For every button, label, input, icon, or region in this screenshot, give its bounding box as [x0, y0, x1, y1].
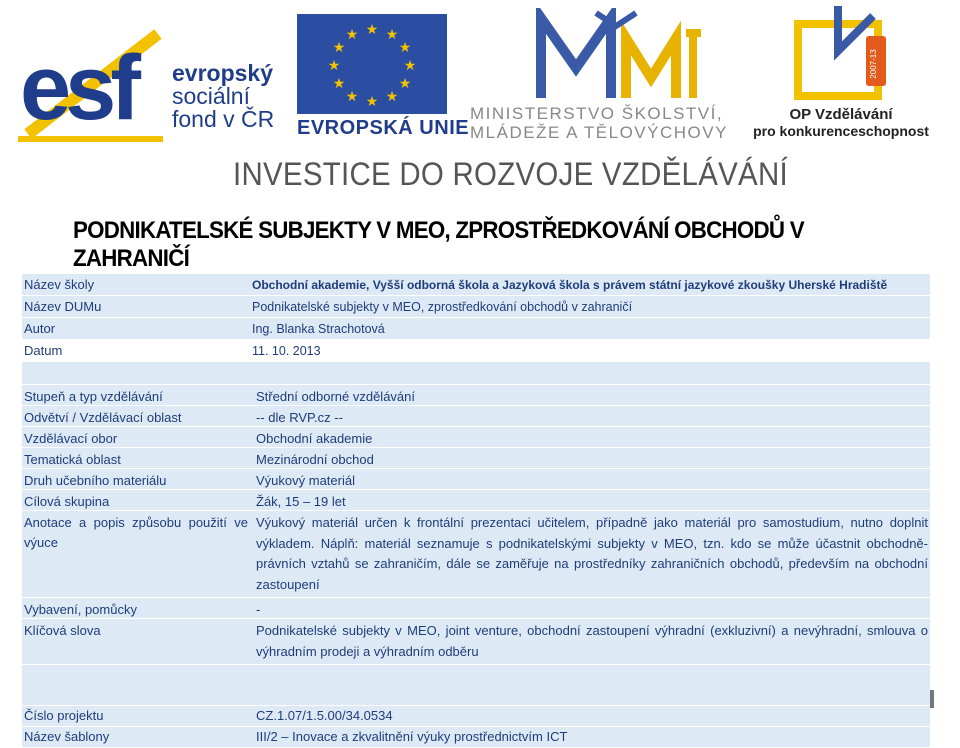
page-title: PODNIKATELSKÉ SUBJEKTY V MEO, ZPROSTŘEDKOVÁNÍ OBCHODŮ V ZAHRANIČÍ [73, 217, 804, 272]
meta-row [22, 448, 930, 468]
svg-text:★: ★ [327, 58, 341, 74]
svg-text:★: ★ [332, 40, 346, 56]
meta-value: Podnikatelské subjekty v MEO, joint venture, obchodní zastoupení výhradní (exkluzivní) a nevýhradní, smlouva o výhradním prodeji a výhradním odběru [256, 623, 928, 659]
info-row-dum [22, 296, 930, 318]
info-value: Ing. Blanka Strachotová [252, 321, 385, 336]
msmt-wordmark: MINISTERSTVO ŠKOLSTVÍ, MLÁDEŽE A TĚLOVÝCHOVY [470, 104, 728, 142]
meta-row [22, 490, 930, 510]
meta-value: -- dle RVP.cz -- [256, 410, 343, 425]
meta-key: Cílová skupina [24, 494, 110, 509]
school-info-table [22, 274, 930, 362]
meta-row [22, 385, 930, 405]
project-value: III/2 – Inovace a zkvalitnění výuky prostřednictvím ICT [256, 729, 568, 744]
svg-text:★: ★ [365, 22, 379, 38]
info-value: 11. 10. 2013 [252, 343, 321, 358]
meta-blank-row [22, 665, 930, 705]
op-wordmark: OP Vzdělávání pro konkurenceschopnost [753, 106, 929, 139]
eu-flag-icon [297, 14, 447, 114]
svg-text:★: ★ [365, 94, 379, 110]
meta-row [22, 598, 930, 618]
project-row [22, 706, 930, 726]
meta-row [22, 427, 930, 447]
svg-text:★: ★ [385, 27, 399, 43]
esf-wordmark: evropský sociální fond v ČR [172, 60, 275, 132]
op-vzdelavani-logo-icon [778, 6, 898, 106]
meta-key: Druh učebního materiálu [24, 473, 167, 488]
metadata-table [22, 385, 930, 748]
meta-value: Střední odborné vzdělávání [256, 389, 415, 404]
info-row-author [22, 318, 930, 340]
investice-slogan: INVESTICE DO ROZVOJE VZDĚLÁVÁNÍ [233, 156, 788, 192]
svg-text:★: ★ [385, 89, 399, 105]
msmt-logo-icon [536, 8, 706, 103]
svg-text:esf: esf [20, 37, 135, 139]
svg-text:★: ★ [403, 58, 417, 74]
project-value: CZ.1.07/1.5.00/34.0534 [256, 708, 393, 723]
logo-banner [0, 0, 960, 195]
meta-key: Odvětví / Vzdělávací oblast [24, 410, 182, 425]
meta-key: Vzdělávací obor [24, 431, 118, 446]
meta-row [22, 406, 930, 426]
project-key: Číslo projektu [24, 708, 104, 723]
meta-key: Anotace a popis způsobu použití ve výuce [24, 515, 248, 550]
project-row [22, 727, 930, 747]
info-key: Název školy [24, 277, 95, 292]
esf-logo-icon [18, 24, 163, 144]
info-value: Podnikatelské subjekty v MEO, zprostředkování obchodů v zahraničí [252, 299, 633, 314]
svg-text:★: ★ [332, 76, 346, 92]
scrollbar-thumb[interactable] [930, 690, 934, 708]
info-value: Obchodní akademie, Vyšší odborná škola a Jazyková škola s právem státní jazykové zkoušky Uherské Hradiště [252, 277, 888, 292]
meta-key: Tematická oblast [24, 452, 121, 467]
info-row-school [22, 274, 930, 296]
meta-value: Obchodní akademie [256, 431, 373, 446]
meta-key: Vybavení, pomůcky [24, 602, 137, 617]
meta-value: Výukový materiál [256, 473, 355, 488]
meta-value: Výukový materiál určen k frontální prezentaci učitelem, případně jako materiál pro samostudium, nutno doplnit výkladem. Náplň: materiál seznamuje s podnikatelskými subjekty v MEO, tzn. kdo se může účastnit obchodně-právních vztahů se zahraničím, dále se zaměřuje na prostředníky zahraničních obchodů, především na obchodní zastoupení [256, 515, 928, 592]
meta-value: Žák, 15 – 19 let [256, 494, 346, 509]
meta-row [22, 469, 930, 489]
info-row-date [22, 340, 930, 362]
meta-key: Stupeň a typ vzdělávání [24, 389, 163, 404]
op-years-label: 2007-13 [869, 49, 878, 79]
table-spacer [22, 362, 930, 384]
svg-text:★: ★ [398, 76, 412, 92]
svg-text:★: ★ [345, 27, 359, 43]
eu-label: EVROPSKÁ UNIE [297, 117, 470, 139]
info-key: Autor [24, 321, 56, 336]
meta-value: - [256, 602, 261, 617]
meta-key: Klíčová slova [24, 623, 101, 638]
svg-text:★: ★ [398, 40, 412, 56]
meta-row-annotation [22, 511, 930, 597]
info-key: Název DUMu [24, 299, 102, 314]
info-key: Datum [24, 343, 63, 358]
project-key: Název šablony [24, 729, 110, 744]
meta-row-keywords [22, 619, 930, 664]
svg-text:★: ★ [345, 89, 359, 105]
meta-value: Mezinárodní obchod [256, 452, 374, 467]
